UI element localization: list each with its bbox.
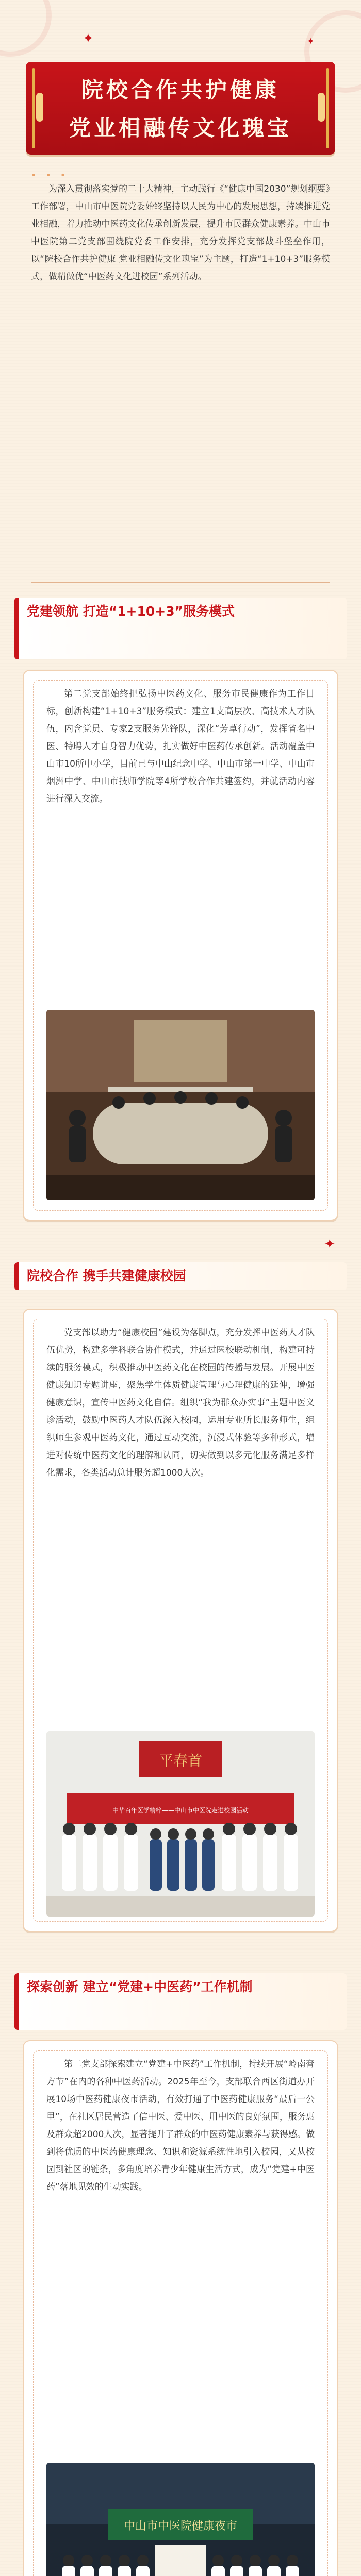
page-title-line1: 院校合作共护健康 bbox=[81, 77, 280, 103]
night-market-photo-illustration bbox=[46, 2463, 315, 2576]
section-3-header bbox=[0, 1963, 361, 2009]
intro-paragraph: 为深入贯彻落实党的二十大精神，主动践行《“健康中国2030”规划纲要》工作部署，中山市中医院党委始终坚持以人民为中心的发展思想，持续推进党业相融，着力推动中医药文化传承创新发展，提升市民群众健康素养。中山市中医院第二党支部围绕院党委工作安排，充分发挥党支部战斗堡垒作用，以“院校合作共护健康 党业相融传文化瑰宝”为主题，打造“1+10+3”服务模式，做精做优“中医药文化进校园”系列活动。 bbox=[31, 184, 330, 282]
bird-icon: ✦ bbox=[306, 36, 315, 47]
section-1-heading: 党建领航 打造“1+10+3”服务模式 bbox=[27, 604, 235, 619]
section-2-heading: 院校合作 携手共建健康校园 bbox=[27, 1268, 186, 1283]
bird-icon: ✦ bbox=[83, 31, 94, 46]
photo3-sign: 中山市中医院健康夜市 bbox=[123, 2520, 238, 2533]
photo2-sign: 平春首 bbox=[158, 1752, 203, 1769]
title-banner bbox=[26, 62, 335, 155]
decor-dots: • • • bbox=[31, 170, 69, 181]
section-1-paragraph: 第二党支部始终把弘扬中医药文化、服务市民健康作为工作目标，创新构建“1+10+3”服务模式：建立1支高层次、高技术人才队伍，内含党员、专家2支服务先锋队，深化“芳草行动”，发挥省名中医、特聘人才自身智力优势，扎实做好中医药传承创新。活动覆盖中山市10所中小学，目前已与中山纪念中学、中山市第一中学、中山市烟洲中学、中山市技师学院等4所学校合作共建签约，并就活动内容进行深入交流。 bbox=[46, 689, 315, 804]
night-market-photo bbox=[46, 2463, 315, 2576]
section-2-header bbox=[0, 1252, 361, 1298]
meeting-photo bbox=[46, 1010, 315, 1200]
meeting-photo-illustration bbox=[46, 1010, 315, 1200]
page-title-line2: 党业相融传文化瑰宝 bbox=[69, 115, 292, 141]
section-3-paragraph: 第二党支部探索建立“党建+中医药”工作机制，持续开展“岭南膏方节”在内的各种中医药活动。2025年至今，支部联合西区街道办开展10场中医药健康夜市活动，有效打通了中医药健康服务“最后一公里”，在社区居民营造了信中医、爱中医、用中医的良好氛围，服务惠及群众超2000人次，显著提升了群众的中医药健康素养与获得感。做到将优质的中医药健康理念、知识和资源系统性地引入校园，又从校园到社区的链条，多角度培养青少年健康生活方式，成为“党建+中医药”落地见效的生动实践。 bbox=[46, 2059, 315, 2192]
section-divider bbox=[31, 582, 330, 583]
section-2-paragraph: 党支部以助力“健康校园”建设为落脚点，充分发挥中医药人才队伍优势，构建多学科联合协作模式，并通过医校联动机制，构建可持续的服务模式，积极推动中医药文化在校园的传播与发展。开展中医健康知识专题讲座，聚焦学生体质健康管理与心理健康的延伸，增强健康意识，宣传中医药文化自信。组织“我为群众办实事”主题中医义诊活动，鼓励中医药人才队伍深入校园，运用专业所长服务师生，组织师生参观中医药文化，通过互动交流，沉浸式体验等多种形式，增进对传统中医药文化的理解和认同，切实做到以多元化服务满足多样化需求，各类活动总计服务超1000人次。 bbox=[46, 1328, 315, 1478]
hero-header bbox=[0, 0, 361, 185]
section-3-heading: 探索创新 建立“党建+中医药”工作机制 bbox=[27, 1979, 253, 1994]
group-photo bbox=[46, 1731, 315, 1917]
bird-icon: ✦ bbox=[324, 1236, 335, 1252]
photo2-banner-text: 中华百年医学精粹——中山市中医院走进校园活动 bbox=[112, 1807, 249, 1814]
section-1-header bbox=[0, 587, 361, 634]
group-photo-illustration bbox=[46, 1731, 315, 1917]
